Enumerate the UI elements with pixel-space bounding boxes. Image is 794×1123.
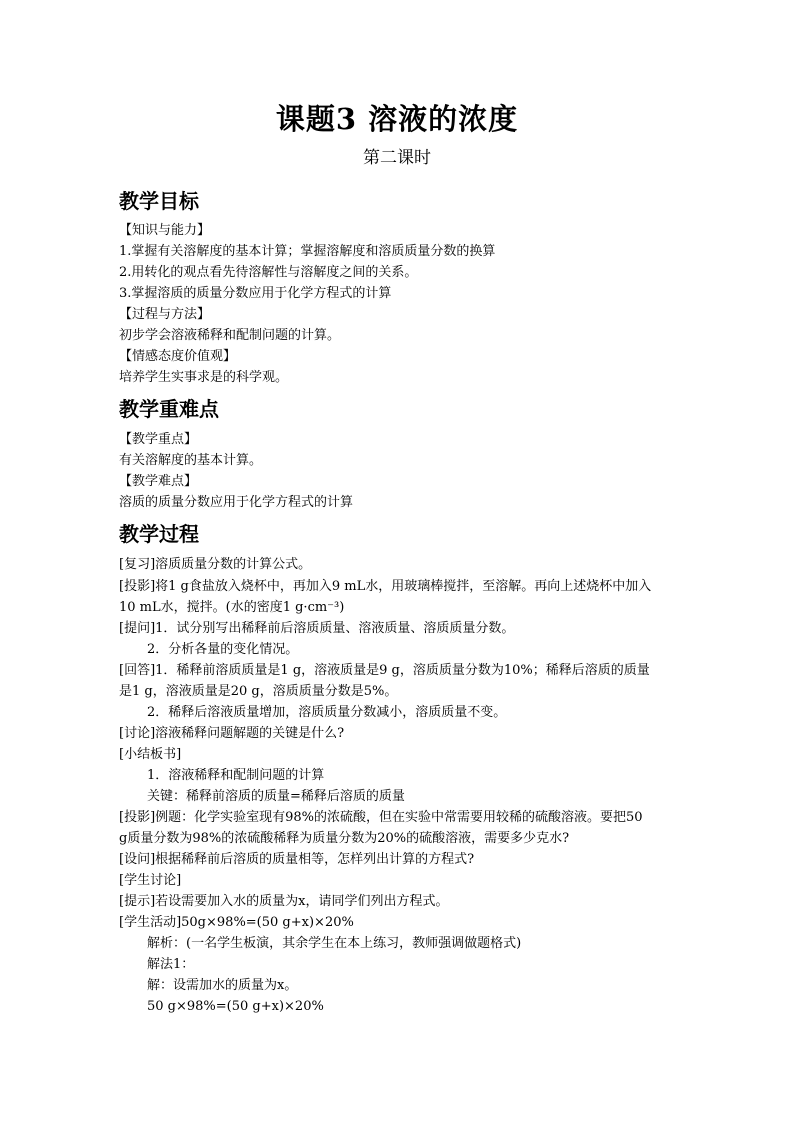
document-subtitle: 第二课时 bbox=[363, 148, 431, 168]
process-line: 解析：(一名学生板演，其余学生在本上练习，教师强调做题格式) bbox=[147, 936, 522, 951]
process-line: 2．稀释后溶液质量增加，溶质质量分数减小，溶质质量不变。 bbox=[147, 705, 507, 720]
section-heading-goals: 教学目标 bbox=[119, 189, 199, 213]
process-line: 解法1： bbox=[147, 957, 195, 972]
key-point-item: 有关溶解度的基本计算。 bbox=[119, 453, 263, 468]
knowledge-item-1: 1.掌握有关溶解度的基本计算；掌握溶解度和溶质质量分数的换算 bbox=[119, 244, 496, 259]
process-line: 是1 g，溶液质量是20 g，溶质质量分数是5%。 bbox=[119, 684, 398, 699]
process-item-1: 初步学会溶液稀释和配制问题的计算。 bbox=[119, 328, 341, 343]
process-line: [设问]根据稀释前后溶质的质量相等，怎样列出计算的方程式? bbox=[119, 852, 475, 867]
process-line: [提问]1．试分别写出稀释前后溶质质量、溶液质量、溶质质量分数。 bbox=[119, 621, 515, 636]
section-heading-difficulty: 教学重难点 bbox=[119, 397, 219, 421]
process-line: 10 mL水，搅拌。(水的密度1 g·cm⁻³) bbox=[119, 600, 345, 615]
process-line: 2．分析各量的变化情况。 bbox=[147, 642, 299, 657]
process-line: 解：设需加水的质量为x。 bbox=[147, 978, 298, 993]
process-line: g质量分数为98%的浓硫酸稀释为质量分数为20%的硫酸溶液，需要多少克水? bbox=[119, 831, 570, 846]
process-line: [回答]1．稀释前溶质质量是1 g，溶液质量是9 g，溶质质量分数为10%；稀释后溶质的质量 bbox=[119, 663, 650, 678]
hard-point-item: 溶质的质量分数应用于化学方程式的计算 bbox=[119, 495, 354, 510]
process-line: [投影]例题：化学实验室现有98%的浓硫酸，但在实验中常需要用较稀的硫酸溶液。要把50 bbox=[119, 810, 643, 825]
section-heading-process: 教学过程 bbox=[119, 522, 199, 546]
key-point-label: 【教学重点】 bbox=[119, 432, 198, 447]
process-line: [提示]若设需要加入水的质量为x，请同学们列出方程式。 bbox=[119, 894, 449, 909]
knowledge-item-2: 2.用转化的观点看先待溶解性与溶解度之间的关系。 bbox=[119, 265, 418, 280]
knowledge-item-3: 3.掌握溶质的质量分数应用于化学方程式的计算 bbox=[119, 286, 392, 301]
process-line: [学生活动]50g×98%=(50 g+x)×20% bbox=[119, 915, 354, 930]
process-line: [讨论]溶液稀释问题解题的关键是什么? bbox=[119, 726, 345, 741]
process-line: 50 g×98%=(50 g+x)×20% bbox=[147, 999, 324, 1014]
emotion-item-1: 培养学生实事求是的科学观。 bbox=[119, 370, 289, 385]
process-line: 关键：稀释前溶质的质量=稀释后溶质的质量 bbox=[147, 789, 405, 804]
process-label: 【过程与方法】 bbox=[119, 307, 211, 322]
process-line: [复习]溶质质量分数的计算公式。 bbox=[119, 557, 312, 572]
process-line: [投影]将1 g食盐放入烧杯中，再加入9 mL水，用玻璃棒搅拌，至溶解。再向上述烧杯中加入 bbox=[119, 579, 652, 594]
process-line: [学生讨论] bbox=[119, 873, 182, 888]
hard-point-label: 【教学难点】 bbox=[119, 474, 198, 489]
knowledge-label: 【知识与能力】 bbox=[119, 223, 211, 238]
process-line: [小结板书] bbox=[119, 747, 182, 762]
emotion-label: 【情感态度价值观】 bbox=[119, 349, 237, 364]
document-title: 课题3 溶液的浓度 bbox=[275, 102, 519, 136]
process-line: 1．溶液稀释和配制问题的计算 bbox=[147, 768, 325, 783]
